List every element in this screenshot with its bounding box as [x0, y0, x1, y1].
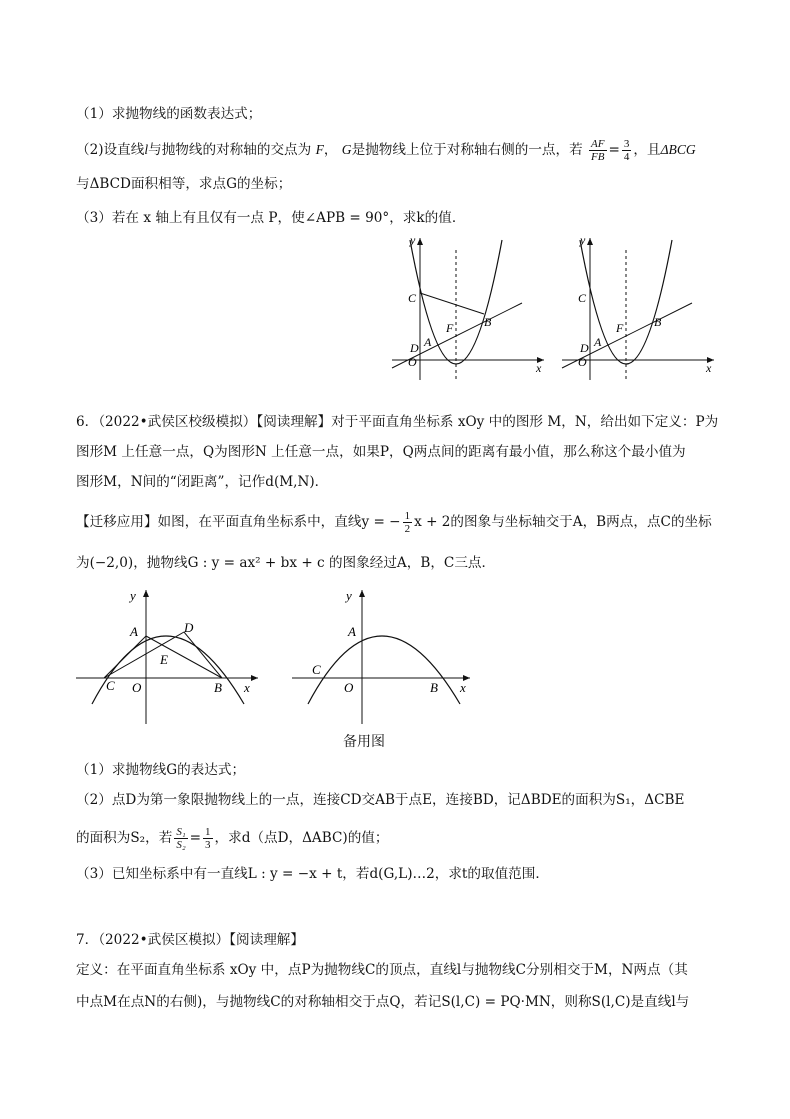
label-x: x [244, 680, 250, 695]
y-axis-arrow-icon [359, 590, 365, 597]
q5-sep: ， [323, 142, 338, 158]
label-d: D [410, 341, 419, 355]
frac-num: 1 [205, 826, 211, 838]
label-x: x [706, 361, 712, 375]
q5-sym-l: l [144, 142, 149, 157]
q5-part3: （3）若在 x 轴上有且仅有一点 P，使∠APB = 90°，求k的值． [76, 210, 466, 226]
q6-line3: 图形M，N间的“闭距离”，记作d(M,N)． [76, 474, 329, 490]
x-axis-arrow-icon [251, 675, 258, 681]
label-f: F [616, 321, 624, 335]
q6-line4-a: 【迁移应用】如图，在平面直角坐标系中，直线y = − [76, 514, 401, 530]
q5-part2-line1 [76, 138, 696, 163]
label-y: y [130, 588, 136, 603]
q6-figures [72, 586, 482, 726]
label-b: B [484, 315, 492, 329]
label-y: y [580, 233, 586, 247]
frac-den: 3 [205, 839, 211, 851]
segment-cb [420, 293, 484, 314]
q6-part2-line1: （2）点D为第一象限抛物线上的一点，连接CD交AB于点E，连接BD，记ΔBDE的面积为S₁，ΔCBE [76, 792, 685, 808]
q6-eq: = [189, 830, 202, 846]
label-c: C [106, 678, 115, 693]
label-d: D [580, 341, 589, 355]
label-a: A [348, 624, 356, 639]
q6-fraction-half [403, 510, 413, 535]
q6-head: 6．（2022•武侯区校级模拟）【阅读理解】对于平面直角坐标系 xOy 中的图形 M，N，给出如下定义：P为 [76, 414, 719, 430]
q7-head: 7．（2022•武侯区模拟）【阅读理解】 [76, 932, 304, 948]
label-b: B [654, 315, 662, 329]
label-y: y [410, 233, 416, 247]
y-axis-arrow-icon [143, 590, 149, 597]
label-x: x [536, 361, 542, 375]
q6-graph-main [76, 588, 258, 724]
frac-den: S₂ [176, 839, 186, 851]
q5-part2-d: ，且 [633, 142, 661, 158]
frac-den: 2 [404, 523, 411, 535]
q6-part2-line2 [76, 826, 388, 851]
q5-graph-right [562, 233, 714, 380]
label-o: O [344, 680, 354, 695]
label-c: C [312, 662, 321, 677]
label-y: y [346, 588, 352, 603]
q5-eq: = [608, 142, 620, 158]
q5-sym-f: F [315, 142, 324, 157]
q5-fraction-3-4 [622, 138, 632, 163]
q6-fraction-s1-s2 [174, 826, 187, 851]
q5-sym-g: G [341, 142, 352, 157]
frac-num: S₁ [176, 826, 186, 838]
q7-line3: 中点M在点N的右侧)，与抛物线C的对称轴相交于点Q，若记S(l,C) = PQ·MN，则称S(l,C)是直线l与 [76, 994, 690, 1010]
frac-num: 3 [623, 138, 630, 150]
label-a: A [130, 624, 138, 639]
label-o: O [132, 680, 142, 695]
q5-part2-c: 是抛物线上位于对称轴右侧的一点，若 [351, 142, 583, 158]
frac-num: AF [591, 138, 605, 150]
q7-line2: 定义：在平面直角坐标系 xOy 中，点P为抛物线C的顶点，直线l与抛物线C分别相交于M，N两点（其 [76, 962, 688, 978]
backup-figure-caption: 备用图 [343, 734, 385, 750]
q6-line4 [76, 510, 712, 535]
label-b: B [214, 680, 222, 695]
label-x: x [460, 680, 466, 695]
y-axis-arrow-icon [417, 238, 423, 245]
q6-line4-b: x + 2的图象与坐标轴交于A，B两点，点C的坐标 [414, 514, 712, 530]
q5-part2-line2: 与ΔBCD面积相等，求点G的坐标； [76, 176, 292, 192]
q5-part2-a: （2)设直线 [76, 142, 145, 158]
label-d: D [184, 620, 194, 635]
q6-part2-a: 的面积为S₂，若 [76, 830, 173, 846]
label-a: A [594, 335, 602, 349]
q5-tri-bcg: ΔBCG [660, 142, 696, 157]
q6-graph-backup [292, 588, 470, 724]
label-o: O [578, 355, 587, 369]
q5-figures [388, 232, 728, 382]
q6-part1: （1）求抛物线G的表达式； [76, 762, 246, 778]
frac-num: 1 [404, 510, 411, 522]
q6-fraction-1-3 [203, 826, 213, 851]
frac-den: 4 [623, 151, 630, 163]
label-c: C [408, 291, 417, 305]
label-a: A [424, 335, 432, 349]
frac-den: FB [591, 151, 605, 163]
segment-bd [184, 632, 222, 678]
segment-cd [104, 632, 184, 678]
q6-line2: 图形M 上任意一点，Q为图形N 上任意一点，如果P，Q两点间的距离有最小值，那么称这个最小值为 [76, 444, 686, 460]
label-c: C [578, 291, 587, 305]
label-o: O [408, 355, 417, 369]
q5-graph-left [392, 233, 544, 380]
q6-line5: 为(−2,0)，抛物线G : y = ax² + bx + c 的图象经过A，B，C三点． [76, 555, 496, 571]
label-e: E [160, 652, 168, 667]
q6-part3: （3）已知坐标系中有一直线L : y = −x + t，若d(G,L)…2，求t的取值范围． [76, 866, 549, 882]
q5-fraction-af-fb [589, 138, 606, 163]
label-f: F [446, 321, 454, 335]
label-b: B [430, 680, 438, 695]
y-axis-arrow-icon [587, 238, 593, 245]
q5-part2-b: 与抛物线的对称轴的交点为 [148, 142, 312, 158]
q6-part2-b: ，求d（点D，ΔABC)的值； [214, 830, 389, 846]
segment-ab [146, 636, 222, 678]
q5-part1: （1）求抛物线的函数表达式； [76, 106, 262, 122]
